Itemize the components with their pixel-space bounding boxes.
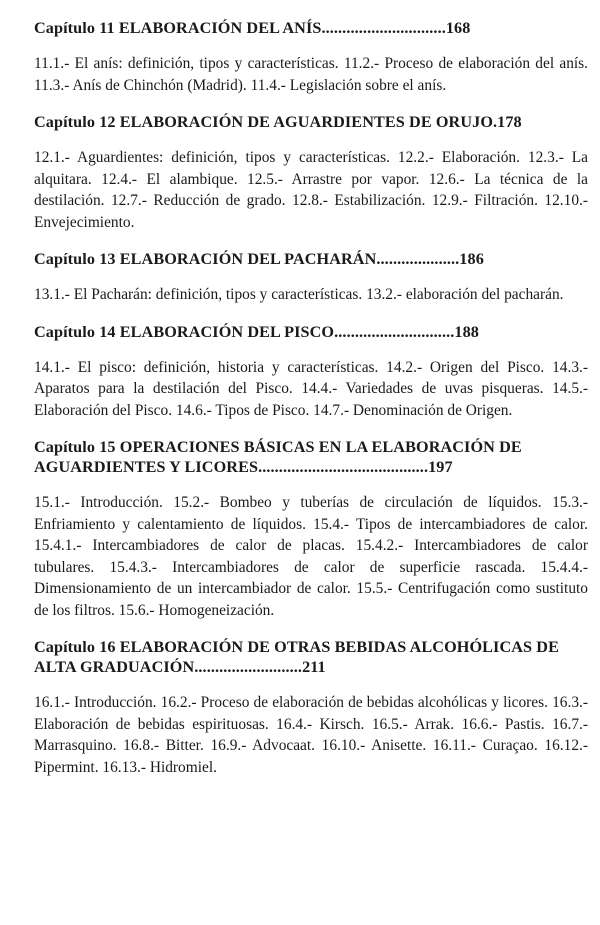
chapter-title: Capítulo 13 ELABORACIÓN DEL PACHARÁN....................186 (34, 250, 484, 268)
chapter-title: Capítulo 16 ELABORACIÓN DE OTRAS BEBIDAS ALCOHÓLICAS DE ALTA GRADUACIÓN..........................211 (34, 638, 559, 676)
chapter-contents: 11.1.- El anís: definición, tipos y características. 11.2.- Proceso de elaboración del anís. 11.3.- Anís de Chinchón (Madrid). 11.4.- Legislación sobre el anís. (34, 55, 588, 94)
chapter-15 (32, 437, 588, 621)
chapter-title: Capítulo 14 ELABORACIÓN DEL PISCO.............................188 (34, 322, 479, 341)
chapter-title: Capítulo 12 ELABORACIÓN DE AGUARDIENTES DE ORUJO.178 (34, 113, 522, 131)
chapter-contents: 16.1.- Introducción. 16.2.- Proceso de elaboración de bebidas alcohólicas y licores. 16.3.- Elaboración de bebidas espirituosas. 16.4.- Kirsch. 16.5.- Arrak. 16.6.- Pastis. 16.7.- Marrasquino. 16.8.- Bitter. 16.9.- Advocaat. 16.10.- Anisette. 16.11.- Curaçao. 16.12.- Pipermint. 16.13.- Hidromiel. (34, 694, 588, 776)
table-of-contents (32, 14, 588, 794)
chapter-14 (32, 322, 588, 422)
chapter-contents: 14.1.- El pisco: definición, historia y características. 14.2.- Origen del Pisco. 14.3.- Aparatos para la destilación del Pisco. 14.4.- Variedades de uvas pisqueras. 14.5.- Elaboración del Pisco. 14.6.- Tipos de Pisco. 14.7.- Denominación de Origen. (34, 358, 588, 419)
chapter-contents: 15.1.- Introducción. 15.2.- Bombeo y tuberías de circulación de líquidos. 15.3.- Enfriamiento y calentamiento de líquidos. 15.4.- Tipos de intercambiadores de calor. 15.4.1.- Intercambiadores de calor de placas. 15.4.2.- Intercambiadores de calor tubulares. 15.4.3.- Intercambiadores de calor de superficie rascada. 15.4.4.- Dimensionamiento de un intercambiador de calor. 15.5.- Centrifugación como sustituto de los filtros. 15.6.- Homogeneización. (34, 494, 588, 619)
chapter-12 (32, 112, 588, 233)
chapter-11 (32, 18, 588, 96)
chapter-contents: 13.1.- El Pacharán: definición, tipos y características. 13.2.- elaboración del pacharán. (34, 286, 564, 303)
chapter-title: Capítulo 15 OPERACIONES BÁSICAS EN LA ELABORACIÓN DE AGUARDIENTES Y LICORES.........................................197 (34, 438, 522, 476)
chapter-contents: 12.1.- Aguardientes: definición, tipos y características. 12.2.- Elaboración. 12.3.- La alquitara. 12.4.- El alambique. 12.5.- Arrastre por vapor. 12.6.- La técnica de la destilación. 12.7.- Reducción de grado. 12.8.- Estabilización. 12.9.- Filtración. 12.10.- Envejecimiento. (34, 149, 588, 231)
chapter-13 (32, 249, 588, 306)
chapter-title: Capítulo 11 ELABORACIÓN DEL ANÍS..............................168 (34, 19, 471, 37)
chapter-16 (32, 637, 588, 778)
